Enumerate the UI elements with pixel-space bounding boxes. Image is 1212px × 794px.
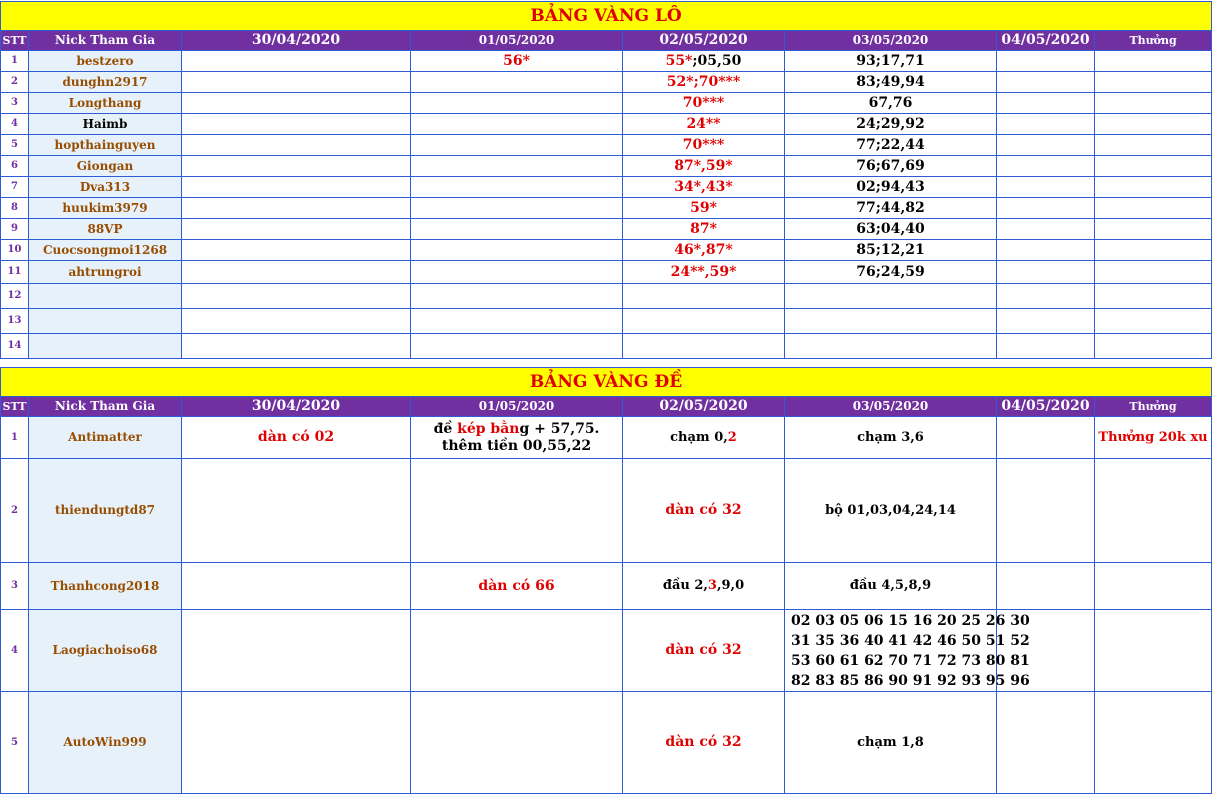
cell [997, 135, 1095, 156]
cell [411, 177, 623, 198]
table-row [1, 309, 1212, 334]
cell [1095, 219, 1212, 240]
cell [182, 198, 411, 219]
nick-cell: ahtrungroi [29, 261, 182, 284]
cell [411, 610, 623, 692]
cell [785, 284, 997, 309]
col-date: 03/05/2020 [785, 397, 997, 417]
black-text: ,9,0 [716, 578, 745, 594]
cell [785, 309, 997, 334]
cell [182, 51, 411, 72]
cell [997, 198, 1095, 219]
table-row [1, 563, 1212, 610]
cell [1095, 692, 1212, 794]
stt-cell: 14 [1, 334, 29, 359]
cell [623, 309, 785, 334]
nick-cell: Dva313 [29, 177, 182, 198]
nick-cell [29, 284, 182, 309]
number-line: 02 03 05 06 15 16 20 25 26 30 [791, 612, 1030, 629]
cell [1095, 177, 1212, 198]
table-row [1, 284, 1212, 309]
stt-cell: 5 [1, 692, 29, 794]
nick-cell [29, 309, 182, 334]
col-date: 02/05/2020 [623, 31, 785, 51]
cell: 76;24,59 [785, 261, 997, 284]
cell [182, 177, 411, 198]
black-text: đề [433, 420, 458, 437]
stt-cell: 3 [1, 93, 29, 114]
cell: 46*,87* [623, 240, 785, 261]
cell [623, 563, 785, 610]
nick-cell: Antimatter [29, 417, 182, 459]
cell [411, 309, 623, 334]
black-text: ;05,50 [692, 52, 742, 69]
table-row [1, 219, 1212, 240]
table-row [1, 156, 1212, 177]
cell: 93;17,71 [785, 51, 997, 72]
cell [623, 334, 785, 359]
cell [182, 156, 411, 177]
col-date: 01/05/2020 [411, 397, 623, 417]
cell [997, 459, 1095, 563]
table-row [1, 51, 1212, 72]
stt-cell: 1 [1, 417, 29, 459]
cell [411, 459, 623, 563]
cell: 87*,59* [623, 156, 785, 177]
stt-cell: 1 [1, 51, 29, 72]
stt-cell: 6 [1, 156, 29, 177]
cell: dàn có 32 [623, 459, 785, 563]
cell [997, 284, 1095, 309]
cell [1095, 334, 1212, 359]
cell [411, 135, 623, 156]
cell: dàn có 32 [623, 610, 785, 692]
cell [997, 72, 1095, 93]
table-row [1, 177, 1212, 198]
stt-cell: 5 [1, 135, 29, 156]
black-text: chạm 0, [670, 429, 728, 445]
table-row [1, 610, 1212, 692]
cell [411, 261, 623, 284]
cell: 24** [623, 114, 785, 135]
col-date: 02/05/2020 [623, 397, 785, 417]
cell: bộ 01,03,04,24,14 [785, 459, 997, 563]
table-row [1, 72, 1212, 93]
table-row [1, 114, 1212, 135]
stt-cell: 3 [1, 563, 29, 610]
cell: 87* [623, 219, 785, 240]
cell [182, 334, 411, 359]
nick-cell: 88VP [29, 219, 182, 240]
nick-cell [29, 334, 182, 359]
reward-cell: Thưởng 20k xu [1095, 417, 1212, 459]
stt-cell: 2 [1, 72, 29, 93]
cell [411, 198, 623, 219]
col-thuong: Thưởng [1095, 397, 1212, 417]
nick-cell: huukim3979 [29, 198, 182, 219]
cell [1095, 51, 1212, 72]
cell [411, 692, 623, 794]
col-thuong: Thưởng [1095, 31, 1212, 51]
cell [182, 284, 411, 309]
cell: 24;29,92 [785, 114, 997, 135]
cell [411, 93, 623, 114]
cell: 59* [623, 198, 785, 219]
cell [182, 261, 411, 284]
cell [1095, 135, 1212, 156]
red-text: 2 [727, 429, 737, 445]
cell: dàn có 66 [411, 563, 623, 610]
stt-cell: 11 [1, 261, 29, 284]
cell [182, 93, 411, 114]
col-date: 03/05/2020 [785, 31, 997, 51]
table-row [1, 198, 1212, 219]
number-line: 82 83 85 86 90 91 92 93 95 96 [791, 672, 1030, 689]
cell: 77;44,82 [785, 198, 997, 219]
stt-cell: 7 [1, 177, 29, 198]
cell [411, 72, 623, 93]
col-stt: STT [1, 31, 29, 51]
cell [997, 417, 1095, 459]
cell [623, 417, 785, 459]
cell: dàn có 02 [182, 417, 411, 459]
black-text: đầu 2, [662, 578, 708, 594]
table-row [1, 459, 1212, 563]
cell [182, 610, 411, 692]
cell [997, 93, 1095, 114]
de-table [0, 367, 1212, 794]
cell [1095, 309, 1212, 334]
cell [182, 219, 411, 240]
table-row [1, 417, 1212, 459]
cell: 70*** [623, 135, 785, 156]
cell [997, 114, 1095, 135]
cell [1095, 72, 1212, 93]
cell [997, 261, 1095, 284]
stt-cell: 13 [1, 309, 29, 334]
cell: 85;12,21 [785, 240, 997, 261]
cell: 52*;70*** [623, 72, 785, 93]
cell [997, 334, 1095, 359]
cell [997, 156, 1095, 177]
cell [623, 284, 785, 309]
cell [997, 563, 1095, 610]
table-row [1, 334, 1212, 359]
cell [411, 334, 623, 359]
nick-cell: Longthang [29, 93, 182, 114]
col-stt: STT [1, 397, 29, 417]
nick-cell: Cuocsongmoi1268 [29, 240, 182, 261]
cell: 70*** [623, 93, 785, 114]
cell [411, 219, 623, 240]
cell [997, 240, 1095, 261]
cell [1095, 261, 1212, 284]
cell [997, 692, 1095, 794]
cell [623, 51, 785, 72]
cell [997, 51, 1095, 72]
cell [1095, 284, 1212, 309]
cell: 34*,43* [623, 177, 785, 198]
col-date: 30/04/2020 [182, 397, 411, 417]
red-text: 3 [707, 578, 717, 594]
cell [182, 240, 411, 261]
cell [1095, 93, 1212, 114]
number-line: 53 60 61 62 70 71 72 73 80 81 [791, 652, 1030, 669]
cell: 56* [411, 51, 623, 72]
nick-cell: AutoWin999 [29, 692, 182, 794]
cell: 77;22,44 [785, 135, 997, 156]
number-list-cell [785, 610, 1030, 692]
cell: dàn có 32 [623, 692, 785, 794]
col-nick: Nick Tham Gia [29, 397, 182, 417]
nick-cell: thiendungtd87 [29, 459, 182, 563]
col-date: 30/04/2020 [182, 31, 411, 51]
nick-cell: Laogiachoiso68 [29, 610, 182, 692]
cell: 63;04,40 [785, 219, 997, 240]
stt-cell: 2 [1, 459, 29, 563]
nick-cell: Thanhcong2018 [29, 563, 182, 610]
table-row [1, 93, 1212, 114]
stt-cell: 12 [1, 284, 29, 309]
cell [411, 417, 623, 459]
cell [182, 563, 411, 610]
stt-cell: 4 [1, 114, 29, 135]
cell [411, 284, 623, 309]
cell [182, 459, 411, 563]
cell [182, 309, 411, 334]
lo-title: BẢNG VÀNG LÔ [1, 2, 1212, 31]
cell [411, 156, 623, 177]
table-row [1, 135, 1212, 156]
cell: 02;94,43 [785, 177, 997, 198]
red-text: 55* [665, 52, 693, 69]
cell [182, 114, 411, 135]
cell [1095, 610, 1212, 692]
cell [1095, 240, 1212, 261]
cell: đầu 4,5,8,9 [785, 563, 997, 610]
col-date: 04/05/2020 [997, 397, 1095, 417]
de-title: BẢNG VÀNG ĐỀ [1, 368, 1212, 397]
stt-cell: 10 [1, 240, 29, 261]
cell [1095, 198, 1212, 219]
nick-cell: bestzero [29, 51, 182, 72]
col-nick: Nick Tham Gia [29, 31, 182, 51]
cell: 76;67,69 [785, 156, 997, 177]
col-date: 04/05/2020 [997, 31, 1095, 51]
table-row [1, 692, 1212, 794]
table-row [1, 240, 1212, 261]
cell [182, 692, 411, 794]
cell [1095, 156, 1212, 177]
cell [997, 219, 1095, 240]
cell: 67,76 [785, 93, 997, 114]
black-text: g + 57,75. thêm tiền 00,55,22 [441, 420, 600, 454]
col-date: 01/05/2020 [411, 31, 623, 51]
cell: chạm 3,6 [785, 417, 997, 459]
cell: 83;49,94 [785, 72, 997, 93]
cell [411, 240, 623, 261]
cell [1095, 459, 1212, 563]
cell [411, 114, 623, 135]
cell [182, 135, 411, 156]
nick-cell: Giongan [29, 156, 182, 177]
stt-cell: 8 [1, 198, 29, 219]
cell [182, 72, 411, 93]
cell [1095, 563, 1212, 610]
cell: 24**,59* [623, 261, 785, 284]
cell [785, 334, 997, 359]
nick-cell: dunghn2917 [29, 72, 182, 93]
number-line: 31 35 36 40 41 42 46 50 51 52 [791, 632, 1030, 649]
nick-cell: Haimb [29, 114, 182, 135]
stt-cell: 9 [1, 219, 29, 240]
lo-table [0, 1, 1212, 359]
cell [1095, 114, 1212, 135]
red-text: kép bằn [457, 420, 520, 437]
nick-cell: hopthainguyen [29, 135, 182, 156]
table-row [1, 261, 1212, 284]
cell: chạm 1,8 [785, 692, 997, 794]
stt-cell: 4 [1, 610, 29, 692]
cell [997, 177, 1095, 198]
cell [997, 309, 1095, 334]
